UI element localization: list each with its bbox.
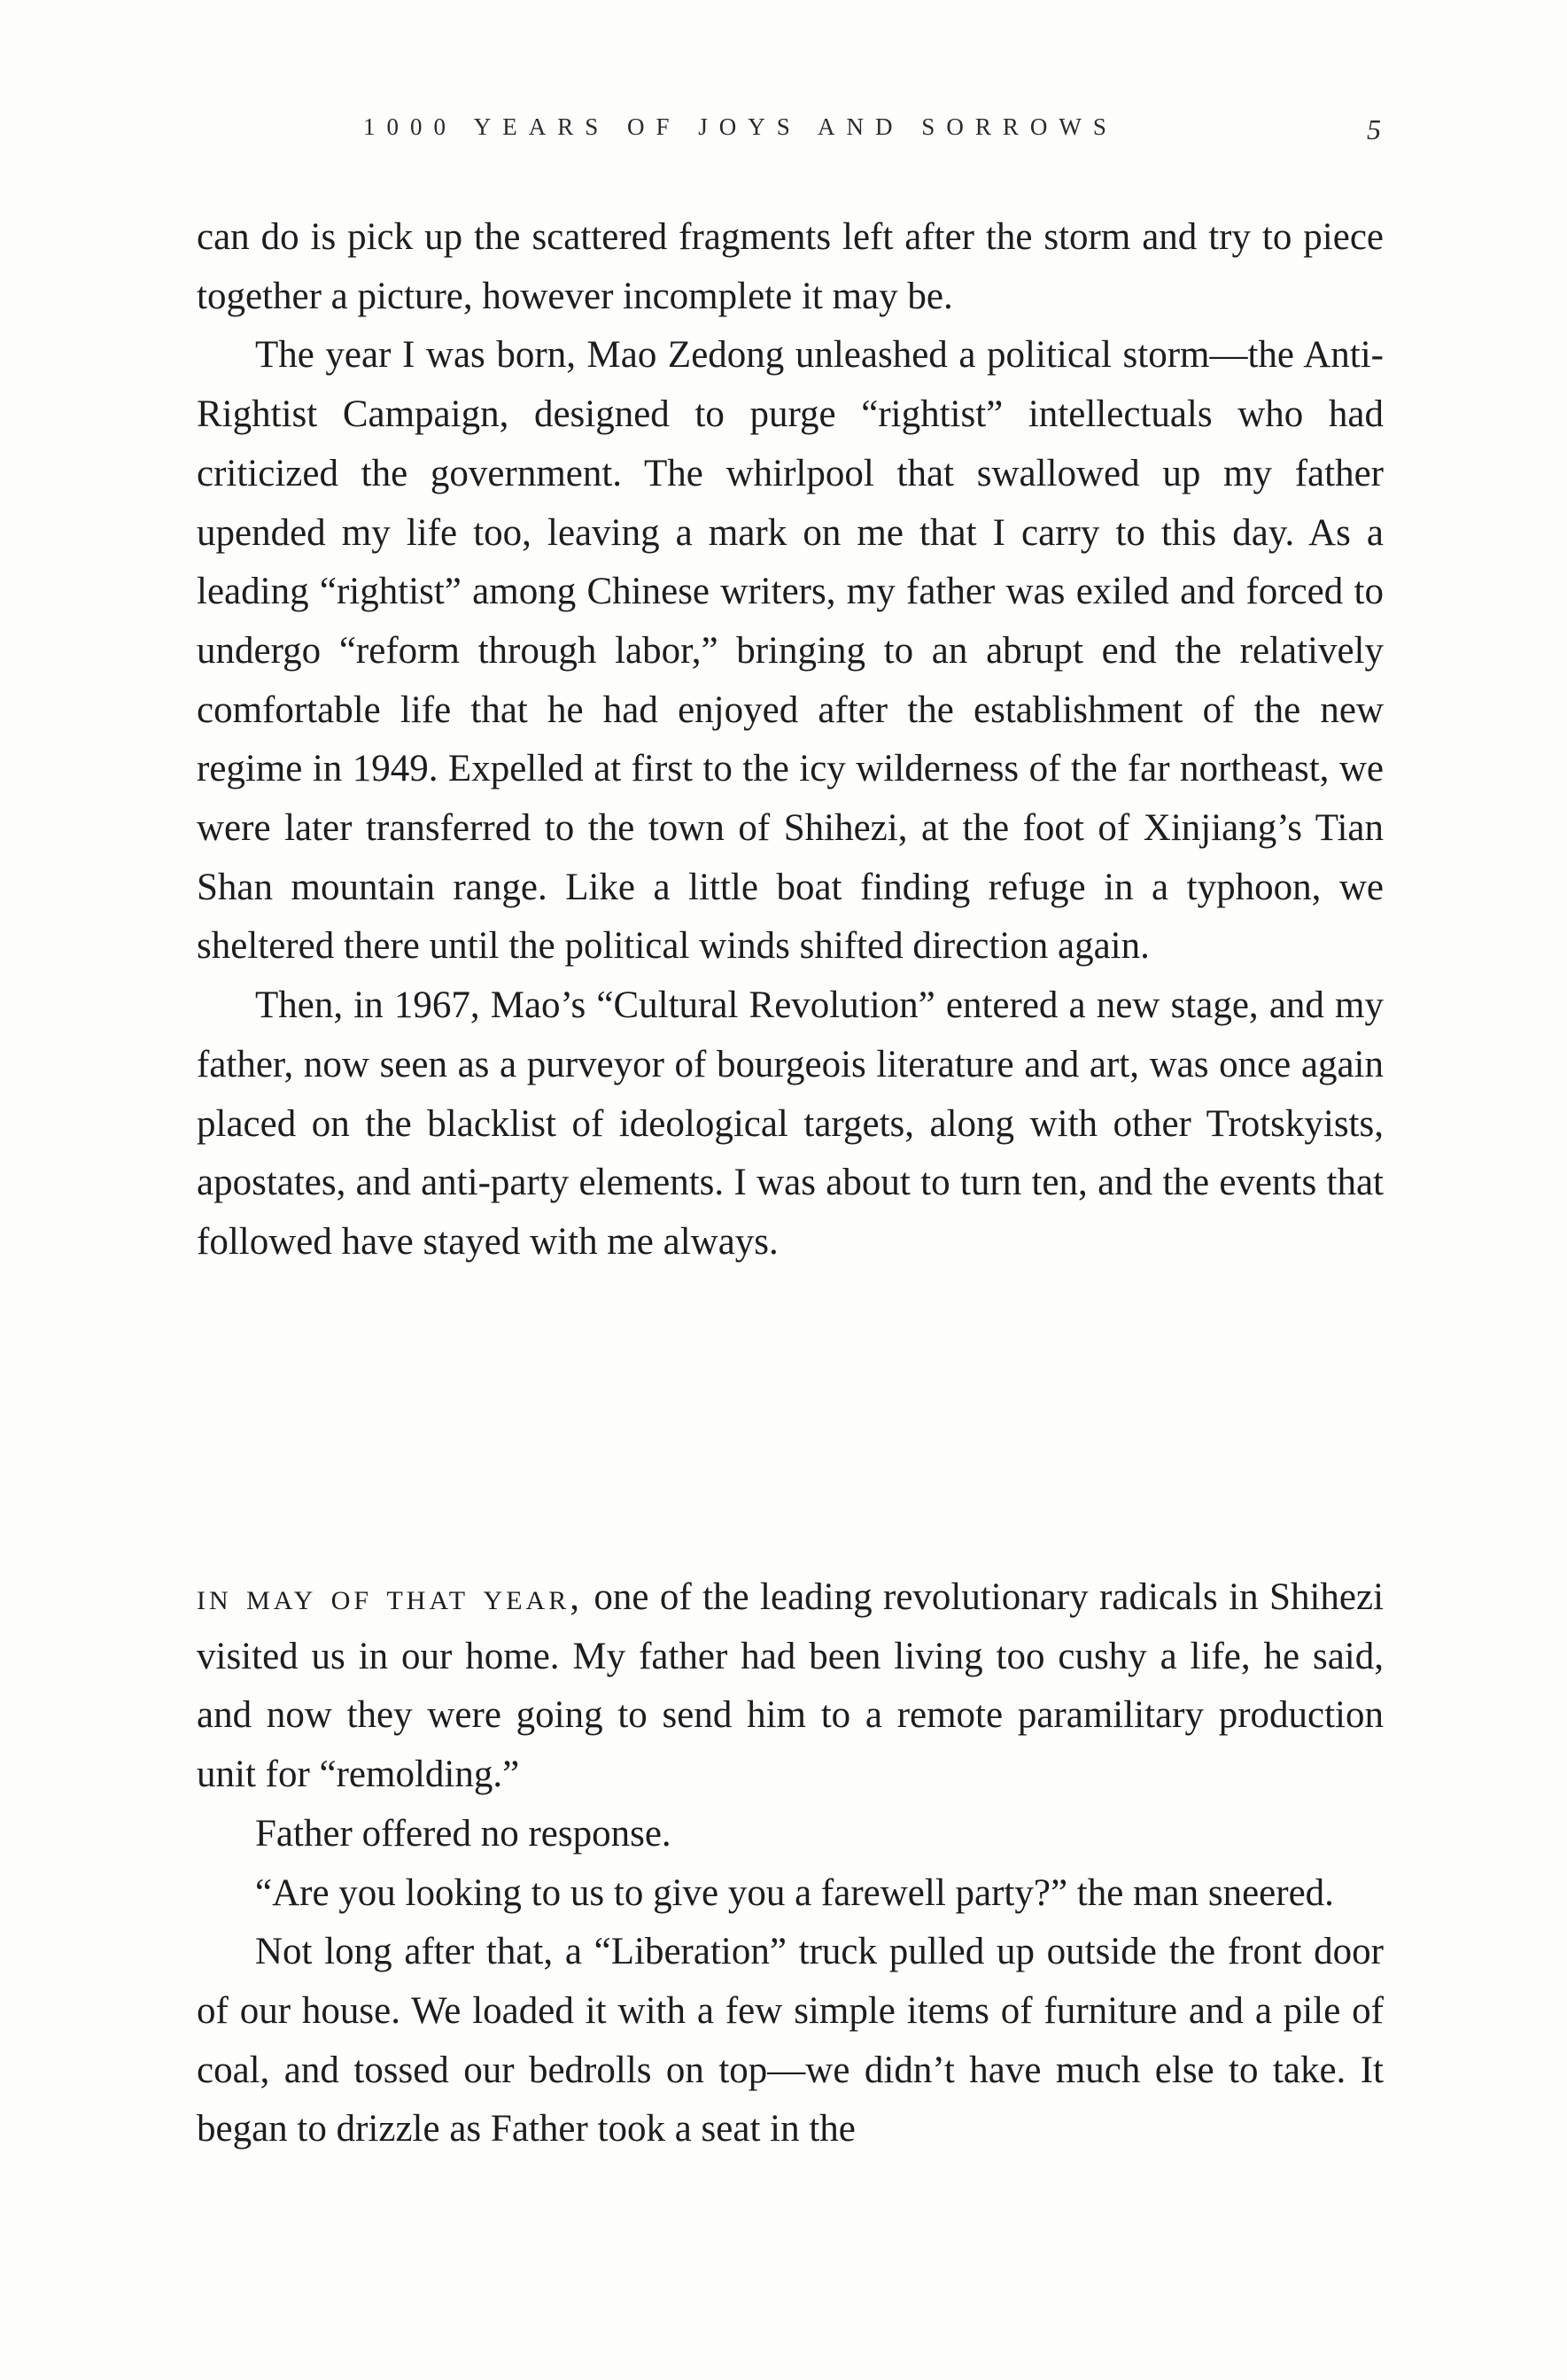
page-number: 5 [1367, 113, 1381, 145]
paragraph: The year I was born, Mao Zedong unleashed a political storm—the Anti-Rightist Campaign, designed to purge “rightist” intellectuals who had criticized the government. The whirlpool that swallowed up my father upended my life too, leaving a mark on me that I carry to this day. As a leading “rightist” among Chinese writers, my father was exiled and forced to undergo “reform through labor,” bringing to an abrupt end the relatively comfortable life that he had enjoyed after the establishment of the new regime in 1949. Expelled at first to the icy wilderness of the far northeast, we were later transferred to the town of Shihezi, at the foot of Xinjiang’s Tian Shan mountain range. Like a little boat finding refuge in a typhoon, we sheltered there until the political winds shifted direction again. [197, 334, 1384, 968]
paragraph: Father offered no response. [255, 1812, 671, 1855]
section-opening-paragraph [197, 1568, 1384, 1805]
running-head: 1000 YEARS OF JOYS AND SORROWS [363, 113, 1118, 140]
section-one [197, 208, 1384, 1272]
small-caps-lead-in: in may of that year, [197, 1576, 583, 1618]
section-two [197, 1568, 1384, 2159]
paragraph: Then, in 1967, Mao’s “Cultural Revolution” entered a new stage, and my father, now seen as a purveyor of bourgeois literature and art, was once again placed on the blacklist of ideological targets, along with other Trotskyists, apostates, and anti-party elements. I was about to turn ten, and the events that followed have stayed with me always. [197, 984, 1384, 1263]
paragraph-continued: can do is pick up the scattered fragments left after the storm and try to piece together a picture, however incomplete it may be. [197, 216, 1384, 317]
paragraph: “Are you looking to us to give you a farewell party?” the man sneered. [255, 1871, 1334, 1914]
opening-paragraph-text: one of the leading revolutionary radicals in Shihezi visited us in our home. My father had been living too cushy a life, he said, and now they were going to send him to a remote paramilitary production unit for “remolding.” [197, 1576, 1385, 1796]
paragraph: Not long after that, a “Liberation” truck pulled up outside the front door of our house. We loaded it with a few simple items of furniture and a pile of coal, and tossed our bedrolls on top—we didn’t have much else to take. It began to drizzle as Father took a seat in the [197, 1931, 1384, 2151]
